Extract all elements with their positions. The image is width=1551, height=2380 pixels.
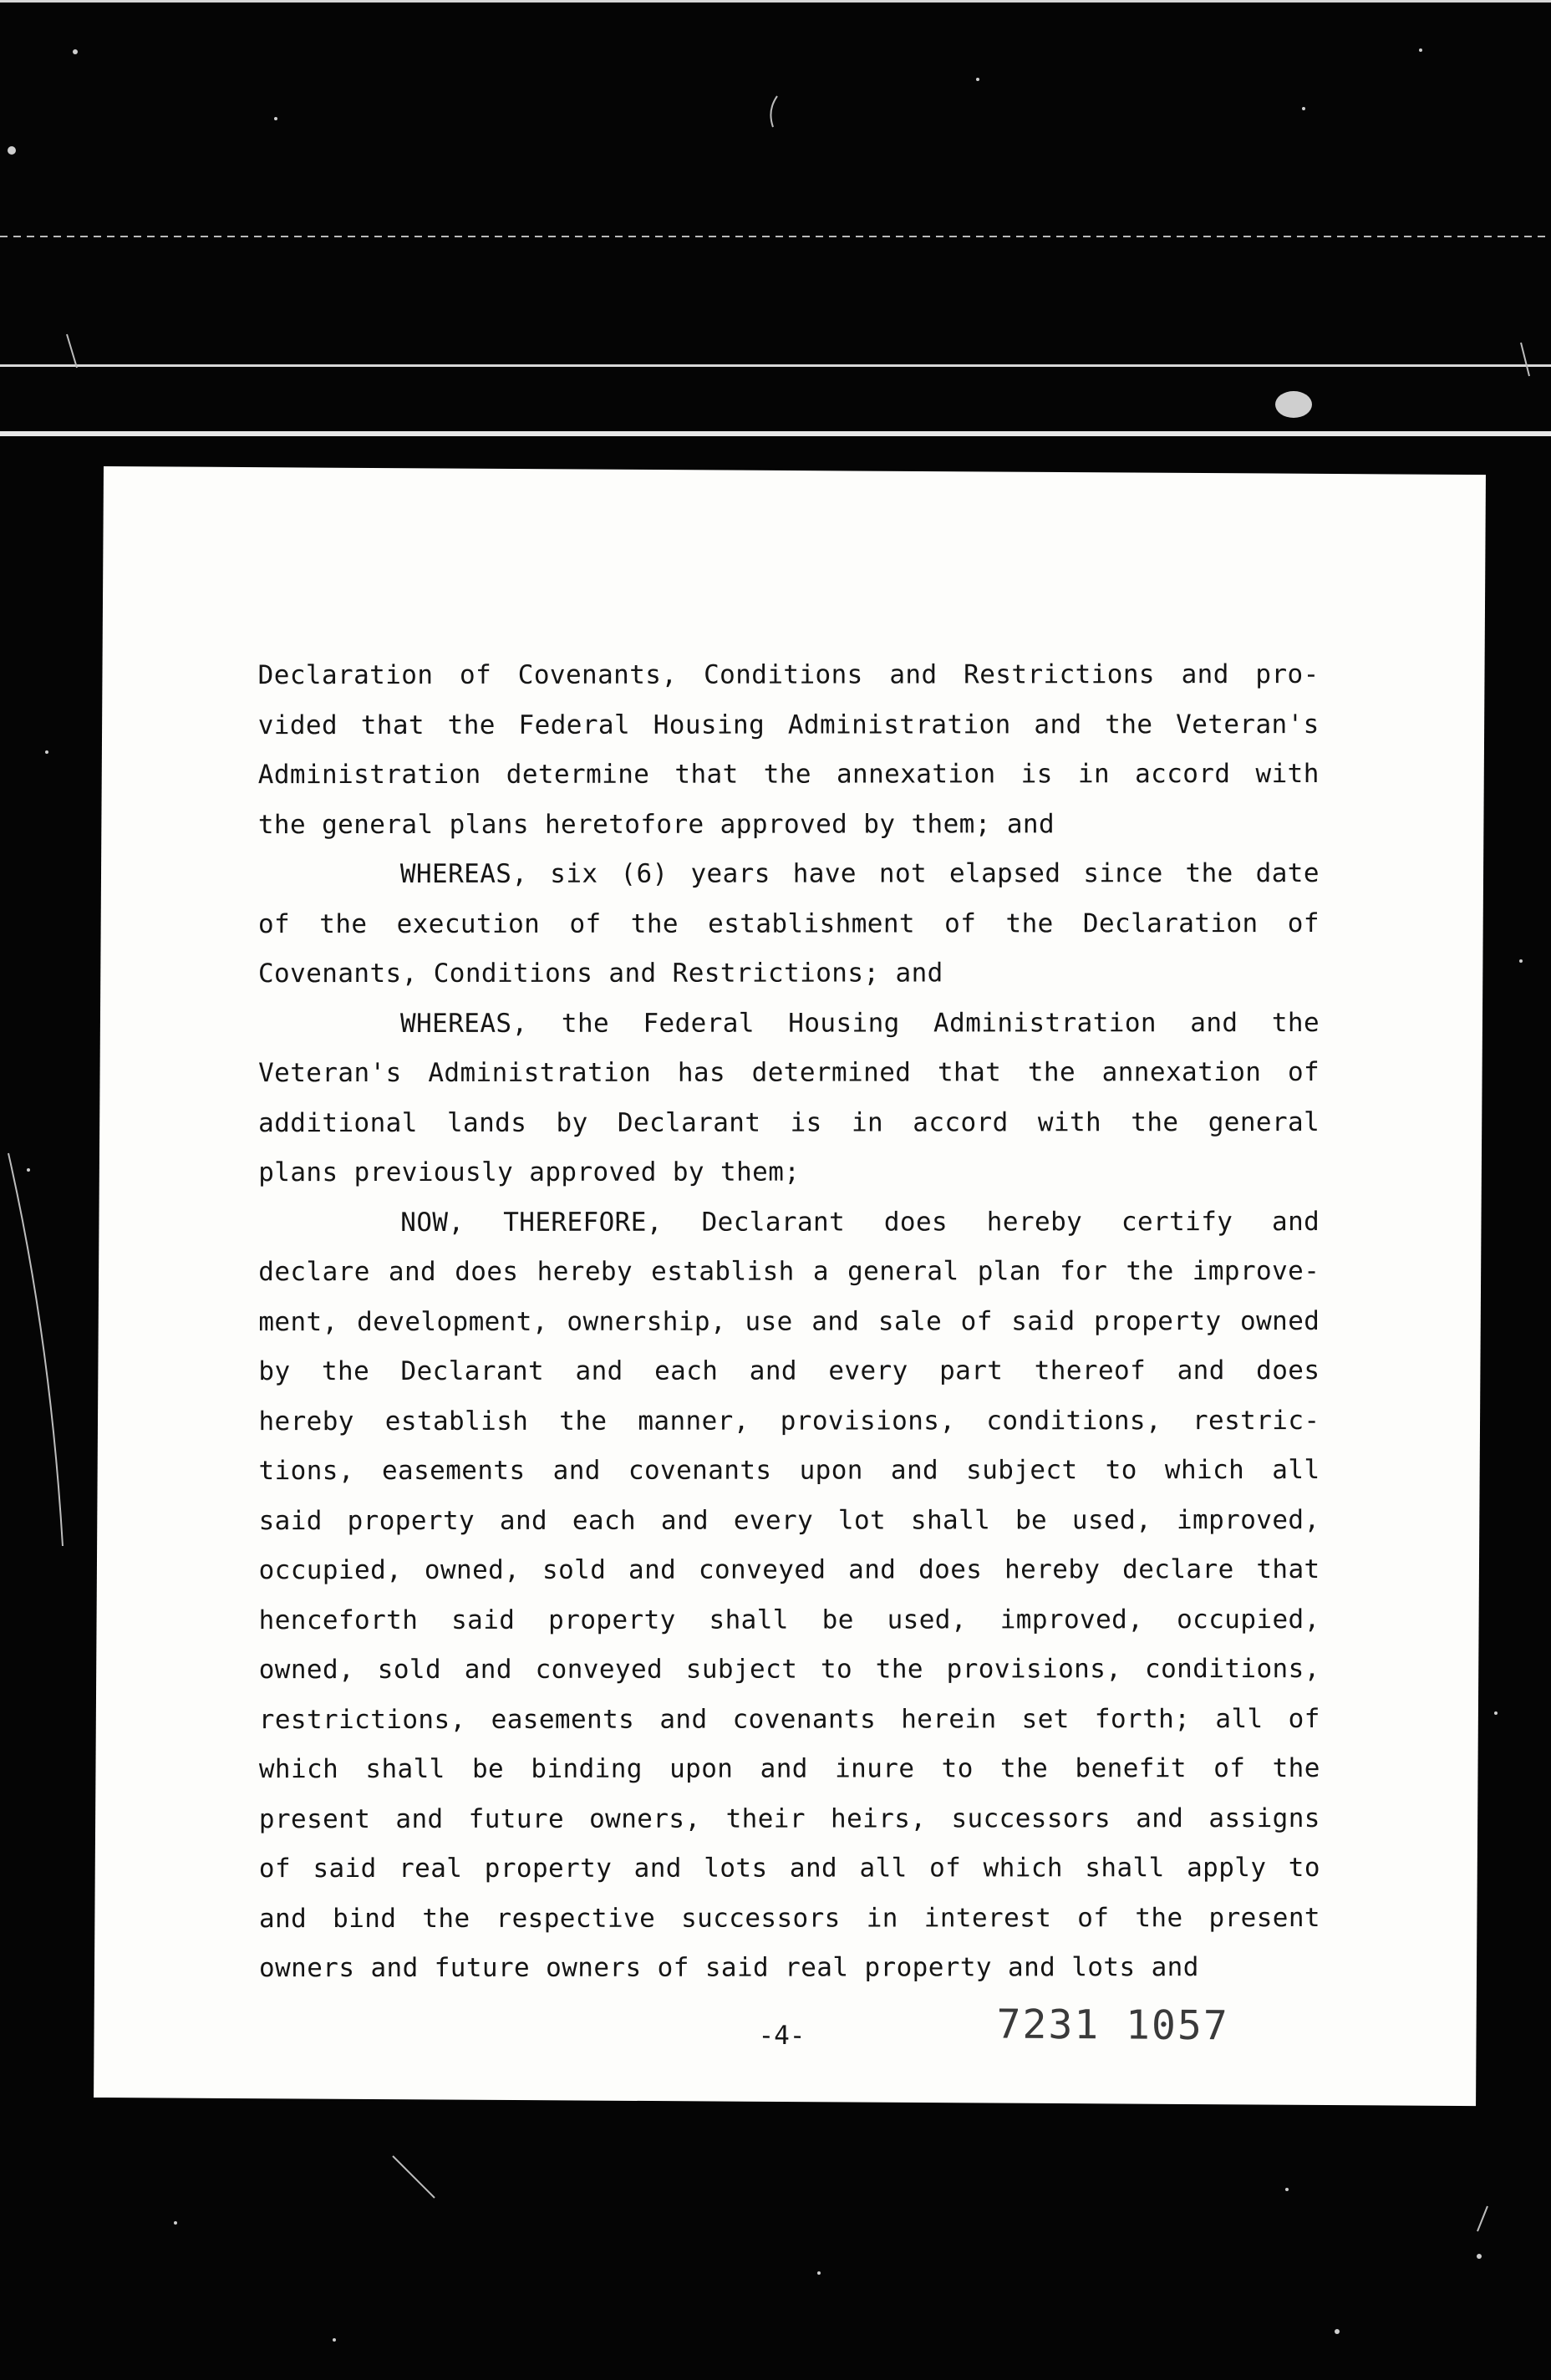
- text-line: NOW, THEREFORE, Declarant does hereby certify and: [400, 1206, 1320, 1238]
- text-line: henceforth said property shall be used, improved, occupied,: [258, 1604, 1320, 1635]
- text-line: Declaration of Covenants, Conditions and Restrictions and pro-: [257, 659, 1320, 691]
- text-line: which shall be binding upon and inure to the benefit of the: [258, 1753, 1320, 1785]
- text-line: owned, sold and conveyed subject to the provisions, conditions,: [258, 1654, 1320, 1686]
- scan-border-line-top: [0, 0, 1551, 3]
- text-line: Veteran's Administration has determined that the annexation of: [258, 1057, 1320, 1089]
- scan-dashed-line: [0, 236, 1551, 237]
- text-line: WHEREAS, six (6) years have not elapsed since the date: [399, 858, 1320, 889]
- text-line: WHEREAS, the Federal Housing Administration and the: [400, 1007, 1320, 1039]
- page-number: -4-: [758, 2020, 806, 2052]
- scan-border-line-lower: [0, 431, 1551, 436]
- text-line: vided that the Federal Housing Administration and the Veteran's: [257, 709, 1320, 740]
- text-line: Administration determine that the annexation is in accord with: [257, 759, 1320, 791]
- document-page: [94, 466, 1486, 2106]
- text-line: hereby establish the manner, provisions, conditions, restric-: [258, 1405, 1320, 1437]
- text-line: present and future owners, their heirs, successors and assigns: [258, 1803, 1320, 1834]
- text-line: restrictions, easements and covenants herein set forth; all of: [258, 1703, 1320, 1735]
- text-line: owners and future owners of said real property and lots and: [259, 1952, 1199, 1984]
- text-line: declare and does hereby establish a general plan for the improve-: [258, 1256, 1320, 1288]
- text-line: Covenants, Conditions and Restrictions; and: [257, 958, 943, 989]
- text-line: additional lands by Declarant is in accord with the general: [258, 1106, 1320, 1138]
- text-line: the general plans heretofore approved by them; and: [257, 808, 1055, 840]
- text-line: plans previously approved by them;: [258, 1157, 801, 1188]
- text-line: of said real property and lots and all of which shall apply to: [258, 1853, 1320, 1884]
- text-line: of the execution of the establishment of the Declaration of: [257, 908, 1320, 939]
- text-line: tions, easements and covenants upon and subject to which all: [258, 1455, 1320, 1487]
- text-line: occupied, owned, sold and conveyed and does hereby declare that: [258, 1554, 1320, 1586]
- body-text: [258, 650, 1320, 1994]
- text-line: ment, development, ownership, use and sale of said property owned: [258, 1305, 1320, 1337]
- document-number-stamp: 7231 1057: [996, 2001, 1229, 2050]
- text-line: and bind the respective successors in interest of the present: [258, 1902, 1320, 1934]
- text-line: said property and each and every lot shall be used, improved,: [258, 1504, 1320, 1536]
- text-line: by the Declarant and each and every part thereof and does: [258, 1355, 1320, 1387]
- scan-border-line-middle: [0, 364, 1551, 367]
